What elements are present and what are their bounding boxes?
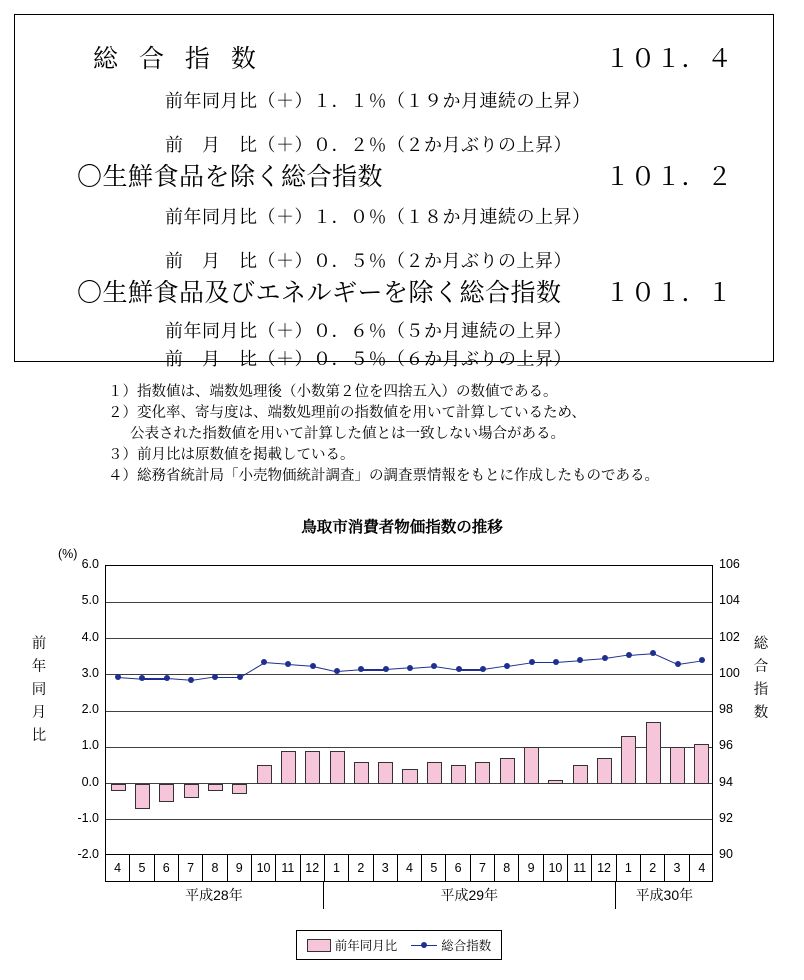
chart-bar [646,722,661,784]
legend-item-line [411,936,491,954]
chart-bar [135,784,150,809]
chart-bar [548,780,563,784]
legend-swatch-bar [307,939,331,952]
summary-note-core-mom: 前 月 比（＋）０．５％（２か月ぶりの上昇） [165,251,572,271]
chart-xtick-month: 8 [495,855,519,881]
chart-point [358,666,364,672]
chart-point [285,661,291,667]
chart-ytick-right: 96 [719,738,733,753]
summary-note-total-mom: 前 月 比（＋）０．２％（２か月ぶりの上昇） [165,135,572,155]
chart-xtick-month: 10 [252,855,276,881]
chart-bar [621,736,636,783]
chart-bar [427,762,442,784]
chart-bar [524,747,539,783]
chart-point [212,674,218,680]
chart-xtick-month: 11 [568,855,592,881]
legend-label-bar: 前年同月比 [334,939,398,953]
chart-xtick-month: 5 [422,855,446,881]
chart-ytick-left: -1.0 [77,810,99,825]
chart-xtick-month: 8 [203,855,227,881]
footnote-2: ２）変化率、寄与度は、端数処理前の指数値を用いて計算しているため、 [108,405,586,421]
chart-point [699,657,705,663]
chart-xtick-month: 12 [592,855,616,881]
summary-value-core: １０１．２ [605,163,733,191]
chart-bar [451,765,466,783]
chart-xtick-month: 1 [325,855,349,881]
chart-xtick-month: 5 [130,855,154,881]
chart-xtick-year: 平成28年 [105,882,324,909]
chart-bar [597,758,612,783]
chart-point [310,663,316,669]
chart-xtick-month: 2 [349,855,373,881]
chart-point [115,674,121,680]
chart-xtick-month: 3 [374,855,398,881]
chart-point [334,668,340,674]
chart-line-segment [507,662,532,667]
footnote-3: ３）前月比は原数値を掲載している。 [108,447,355,463]
chart-y-axis-title: 前 年 同 月 比 [31,636,47,744]
chart-xtick-month: 10 [544,855,568,881]
chart-title: 鳥取市消費者物価指数の推移 [301,519,503,536]
summary-note-corecore-mom: 前 月 比（＋）０．５％（６か月ぶりの上昇） [165,349,572,369]
chart-bar [159,784,174,802]
chart-xtick-year: 平成29年 [324,882,616,909]
chart-bar [330,751,345,784]
chart-xtick-year: 平成30年 [635,887,694,903]
chart-y2-axis-title: 総 合 指 数 [753,636,769,721]
chart-bar [305,751,320,784]
chart-ytick-left: -2.0 [77,847,99,861]
chart-legend [296,930,502,960]
chart-ytick-right: 102 [719,629,740,644]
chart-ytick-right: 104 [719,593,740,608]
chart-ytick-right: 92 [719,810,733,825]
chart-ytick-left: 6.0 [81,557,99,571]
footnotes [108,382,788,487]
chart-point [164,675,170,681]
chart-ytick-right: 90 [719,847,733,861]
chart-bar [281,751,296,784]
chart-ytick-right: 98 [719,702,733,716]
chart-gridline [106,602,712,603]
chart-point [553,659,559,665]
chart-point [188,677,194,683]
chart-point [577,657,583,663]
chart-xtick-month: 7 [471,855,495,881]
chart-point [456,666,462,672]
chart-bar [354,762,369,784]
chart-y-unit: (%) [58,547,78,561]
chart-ytick-right: 94 [719,774,733,789]
chart-point [139,675,145,681]
summary-row-total [93,39,263,75]
summary-note-total-yoy: 前年同月比（＋）１．１％（１９か月連続の上昇） [165,91,591,111]
legend-label-line: 総合指数 [441,939,492,953]
chart-ytick-left: 1.0 [81,738,99,753]
chart-point [407,665,413,671]
chart-ytick-left: 5.0 [81,593,99,608]
chart-line-segment [239,662,264,678]
chart-xtick-month: 4 [106,855,130,881]
chart-gridline [106,674,712,675]
chart-point [431,663,437,669]
chart-bar [208,784,223,791]
footnote-1: １）指数値は、端数処理後（小数第２位を四捨五入）の数値である。 [108,384,558,400]
chart-xtick-month: 6 [155,855,179,881]
chart-bar [232,784,247,795]
chart-bar [573,765,588,783]
chart-gridline [106,819,712,820]
chart-xtick-month: 2 [641,855,665,881]
chart-bar [500,758,515,783]
chart-ytick-left: 3.0 [81,665,99,680]
chart-ytick-right: 100 [719,665,740,680]
summary-label-total: 総 合 指 数 [93,45,263,73]
chart-ytick-left: 0.0 [81,774,99,789]
chart-bar [184,784,199,799]
chart-xtick-month: 3 [665,855,689,881]
chart-ytick-right: 106 [719,557,740,571]
chart-xtick-month: 4 [398,855,422,881]
chart-bar [111,784,126,791]
summary-note-core-yoy: 前年同月比（＋）１．０％（１８か月連続の上昇） [165,207,591,227]
chart-xtick-month: 9 [228,855,252,881]
summary-value-corecore: １０１．１ [605,279,733,307]
chart-plot-area [105,565,713,855]
chart-xtick-month: 11 [276,855,300,881]
chart-xtick-month: 1 [617,855,641,881]
chart-xtick-month: 12 [301,855,325,881]
chart-xtick-month: 7 [179,855,203,881]
chart-bar [378,762,393,784]
footnote-4: ４）総務省統計局「小売物価統計調査」の調査票情報をもとに作成したものである。 [108,468,659,484]
chart-point [529,659,535,665]
chart-point [383,666,389,672]
legend-swatch-line [411,940,437,950]
chart-xtick-month: 9 [519,855,543,881]
chart-line-segment [580,658,604,661]
chart-month-axis [105,855,713,882]
legend-item-bar [307,936,398,954]
summary-value-total: １０１．４ [605,45,733,73]
chart-point [626,652,632,658]
footnote-2-cont: 公表された指数値を用いて計算した値とは一致しない場合がある。 [130,426,565,442]
chart-ytick-left: 2.0 [81,702,99,716]
chart-bar [670,747,685,783]
chart-gridline [106,638,712,639]
summary-label-core: 〇生鮮食品を除く総合指数 [77,163,384,191]
chart-point [261,659,267,665]
chart-bar [257,765,272,783]
chart-point [675,661,681,667]
chart-xtick-month: 6 [446,855,470,881]
chart [0,515,804,980]
chart-bar [694,744,709,784]
chart-ytick-left: 4.0 [81,629,99,644]
chart-point [504,663,510,669]
chart-bar [475,762,490,784]
chart-bar [402,769,417,784]
chart-year-axis [105,882,713,910]
summary-box [14,14,774,369]
chart-line-segment [361,669,385,670]
chart-gridline [106,711,712,712]
summary-label-corecore: 〇生鮮食品及びエネルギーを除く総合指数 [77,279,562,307]
summary-note-corecore-yoy: 前年同月比（＋）０．６％（５か月連続の上昇） [165,321,572,341]
chart-point [237,674,243,680]
chart-xtick-month: 4 [698,861,706,875]
chart-point [602,655,608,661]
chart-point [480,666,486,672]
